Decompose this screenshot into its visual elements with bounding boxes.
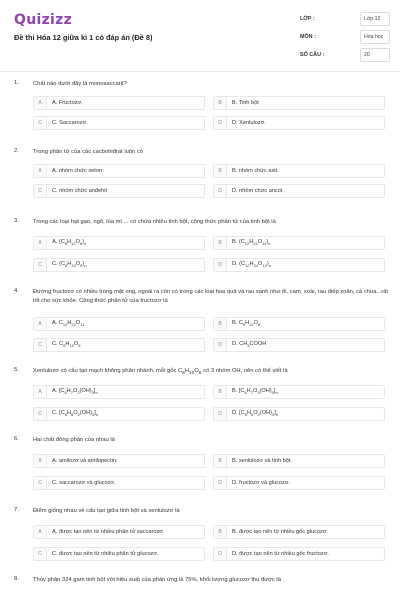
option-text: C. nhóm chức anđehit bbox=[52, 188, 108, 194]
info-row-class bbox=[300, 10, 390, 28]
option-letter-badge: B bbox=[214, 526, 227, 538]
answer-option-a[interactable] bbox=[33, 317, 205, 331]
option-letter-badge: D bbox=[214, 339, 227, 351]
option-text: A. $(C_6H_{12}O_6)_n$ bbox=[52, 239, 87, 247]
option-text: B. $(C_{12}H_{22}O_{11})_n$ bbox=[232, 239, 271, 247]
option-letter-badge: A bbox=[34, 386, 47, 398]
option-letter-badge: D bbox=[214, 185, 227, 197]
question-text: Trong phân tử của các cacbohiđrat luôn có bbox=[33, 149, 144, 155]
option-letter-badge: B bbox=[214, 237, 227, 249]
answer-option-b[interactable] bbox=[213, 236, 385, 250]
answer-option-a[interactable] bbox=[33, 164, 205, 178]
option-text: D. $(C_{12}H_{24}O_{12})_n$ bbox=[232, 261, 271, 269]
answer-option-c[interactable] bbox=[33, 547, 205, 561]
answer-option-b[interactable] bbox=[213, 164, 385, 178]
option-letter-badge: A bbox=[34, 318, 47, 330]
question-text: Thủy phân 324 gam tinh bột với hiệu suất của phản ứng là 75%, khối lượng glucozơ thu được là bbox=[33, 577, 281, 583]
option-letter-badge: C bbox=[34, 259, 47, 271]
question-number: 5. bbox=[14, 367, 19, 373]
option-letter-badge: B bbox=[214, 386, 227, 398]
info-label: MÔN : bbox=[300, 34, 316, 40]
answer-option-c[interactable] bbox=[33, 476, 205, 490]
option-letter-badge: C bbox=[34, 477, 47, 489]
answer-option-b[interactable] bbox=[213, 317, 385, 331]
question-text: Xenlulozơ có cấu tạo mạch không phân nhánh, mỗi gốc $C_6H_{10}O_5$ có 3 nhóm OH, nên có thể viết là bbox=[33, 368, 288, 377]
option-text: B. xenlulozơ và tinh bột. bbox=[232, 458, 292, 464]
question-text: Hai chất đồng phân của nhau là bbox=[33, 437, 115, 443]
option-text: A. Fructozơ. bbox=[52, 100, 83, 106]
question-text: Điểm giống nhau về cấu tạo giữa tinh bột và xenlulozơ là bbox=[33, 508, 180, 514]
option-letter-badge: A bbox=[34, 237, 47, 249]
answer-option-a[interactable] bbox=[33, 454, 205, 468]
answer-option-c[interactable] bbox=[33, 184, 205, 198]
option-text: D. được tạo nên từ nhiều gốc fructozơ. bbox=[232, 551, 329, 557]
option-letter-badge: D bbox=[214, 117, 227, 129]
answer-option-d[interactable] bbox=[213, 338, 385, 352]
question-text: Đường fructozơ có nhiều trong mật ong, ngoài ra còn có trong các loại hoa quả và rau xanh như ổi, cam, xoài, rau diếp xoăn, cà chua...rất tốt cho sức khỏe. Công thức phân tử của fructozơ là bbox=[33, 289, 389, 304]
answer-option-d[interactable] bbox=[213, 184, 385, 198]
question-number: 1. bbox=[14, 80, 19, 86]
option-letter-badge: B bbox=[214, 455, 227, 467]
answer-option-d[interactable] bbox=[213, 258, 385, 272]
class-value-field: Lớp 12 bbox=[360, 12, 390, 26]
option-letter-badge: A bbox=[34, 97, 47, 109]
option-text: C. saccarozơ và glucozơ. bbox=[52, 480, 116, 486]
question-number: 7. bbox=[14, 507, 19, 513]
answer-option-c[interactable] bbox=[33, 407, 205, 421]
option-text: D. fructozơ và glucozơ. bbox=[232, 480, 291, 486]
option-text: B. $[C_6H_7O_3(OH)_3]_n$ bbox=[232, 388, 278, 396]
option-letter-badge: D bbox=[214, 477, 227, 489]
option-letter-badge: A bbox=[34, 165, 47, 177]
question-text: Chất nào dưới đây là monosaccarit? bbox=[33, 81, 127, 87]
option-letter-badge: C bbox=[34, 548, 47, 560]
quizizz-logo: Quizizz bbox=[14, 12, 73, 28]
option-text: B. nhóm chức axit. bbox=[232, 168, 279, 174]
option-letter-badge: C bbox=[34, 339, 47, 351]
answer-option-b[interactable] bbox=[213, 96, 385, 110]
option-text: C. $(C_6H_{10}O_5)_n$ bbox=[52, 261, 87, 269]
question-number: 8. bbox=[14, 576, 19, 582]
answer-option-d[interactable] bbox=[213, 116, 385, 130]
subject-value-field: Hóa học bbox=[360, 30, 390, 44]
answer-option-d[interactable] bbox=[213, 476, 385, 490]
option-text: A. nhóm chức xeton bbox=[52, 168, 103, 174]
option-text: D. $CH_3COOH$ bbox=[232, 341, 267, 349]
question-number: 6. bbox=[14, 436, 19, 442]
option-text: C. $C_6H_{10}O_5$ bbox=[52, 341, 81, 349]
option-letter-badge: C bbox=[34, 117, 47, 129]
option-text: A. được tạo nên từ nhiều phân tử saccarozơ. bbox=[52, 529, 165, 535]
option-letter-badge: A bbox=[34, 526, 47, 538]
answer-option-d[interactable] bbox=[213, 547, 385, 561]
answer-option-b[interactable] bbox=[213, 454, 385, 468]
answer-option-c[interactable] bbox=[33, 258, 205, 272]
option-text: C. $[C_6H_8O_2(OH)_3]_n$ bbox=[52, 410, 99, 418]
answer-option-b[interactable] bbox=[213, 385, 385, 399]
option-text: B. $C_6H_{12}O_6$ bbox=[232, 320, 261, 328]
option-text: A. $C_{12}H_{22}O_{11}$ bbox=[52, 320, 85, 328]
answer-option-a[interactable] bbox=[33, 385, 205, 399]
answer-option-a[interactable] bbox=[33, 236, 205, 250]
worksheet-header bbox=[0, 0, 400, 80]
info-label: SỐ CÂU : bbox=[300, 52, 325, 58]
answer-option-d[interactable] bbox=[213, 407, 385, 421]
option-letter-badge: B bbox=[214, 97, 227, 109]
option-letter-badge: C bbox=[34, 185, 47, 197]
option-letter-badge: C bbox=[34, 408, 47, 420]
question-count-field: 20 bbox=[360, 48, 390, 62]
option-text: D. $[C_6H_5O_2(OH)_3]_n$ bbox=[232, 410, 279, 418]
question-number: 4. bbox=[14, 288, 19, 294]
option-text: B. được tạo nên từ nhiều gốc glucozơ. bbox=[232, 529, 328, 535]
option-letter-badge: B bbox=[214, 318, 227, 330]
option-text: C. được tạo nên từ nhiều phân tử glucozơ. bbox=[52, 551, 159, 557]
option-text: D. nhóm chức ancol. bbox=[232, 188, 284, 194]
question-number: 3. bbox=[14, 218, 19, 224]
header-divider bbox=[0, 71, 400, 72]
option-letter-badge: D bbox=[214, 408, 227, 420]
option-text: A. amilozơ và amilopectin. bbox=[52, 458, 118, 464]
info-label: LỚP : bbox=[300, 16, 315, 22]
answer-option-a[interactable] bbox=[33, 96, 205, 110]
info-row-subject bbox=[300, 28, 390, 46]
answer-option-c[interactable] bbox=[33, 338, 205, 352]
option-text: B. Tinh bột bbox=[232, 100, 259, 106]
question-number: 2. bbox=[14, 148, 19, 154]
option-letter-badge: D bbox=[214, 259, 227, 271]
option-text: A. $[C_6H_7O_2(OH)_3]_n$ bbox=[52, 388, 98, 396]
page-title: Đề thi Hóa 12 giữa kì 1 có đáp án (Đề 8) bbox=[14, 33, 153, 42]
option-letter-badge: A bbox=[34, 455, 47, 467]
option-letter-badge: D bbox=[214, 548, 227, 560]
option-text: C. Saccarozơ. bbox=[52, 120, 88, 126]
question-text: Trong các loại hạt gạo, ngô, lúa mì ... có chứa nhiều tinh bột, công thức phân tử của tinh bột là bbox=[33, 219, 276, 225]
info-panel bbox=[300, 10, 390, 64]
answer-option-a[interactable] bbox=[33, 525, 205, 539]
info-row-question-count bbox=[300, 46, 390, 64]
option-letter-badge: B bbox=[214, 165, 227, 177]
answer-option-b[interactable] bbox=[213, 525, 385, 539]
answer-option-c[interactable] bbox=[33, 116, 205, 130]
option-text: D. Xenlulozơ. bbox=[232, 120, 266, 126]
